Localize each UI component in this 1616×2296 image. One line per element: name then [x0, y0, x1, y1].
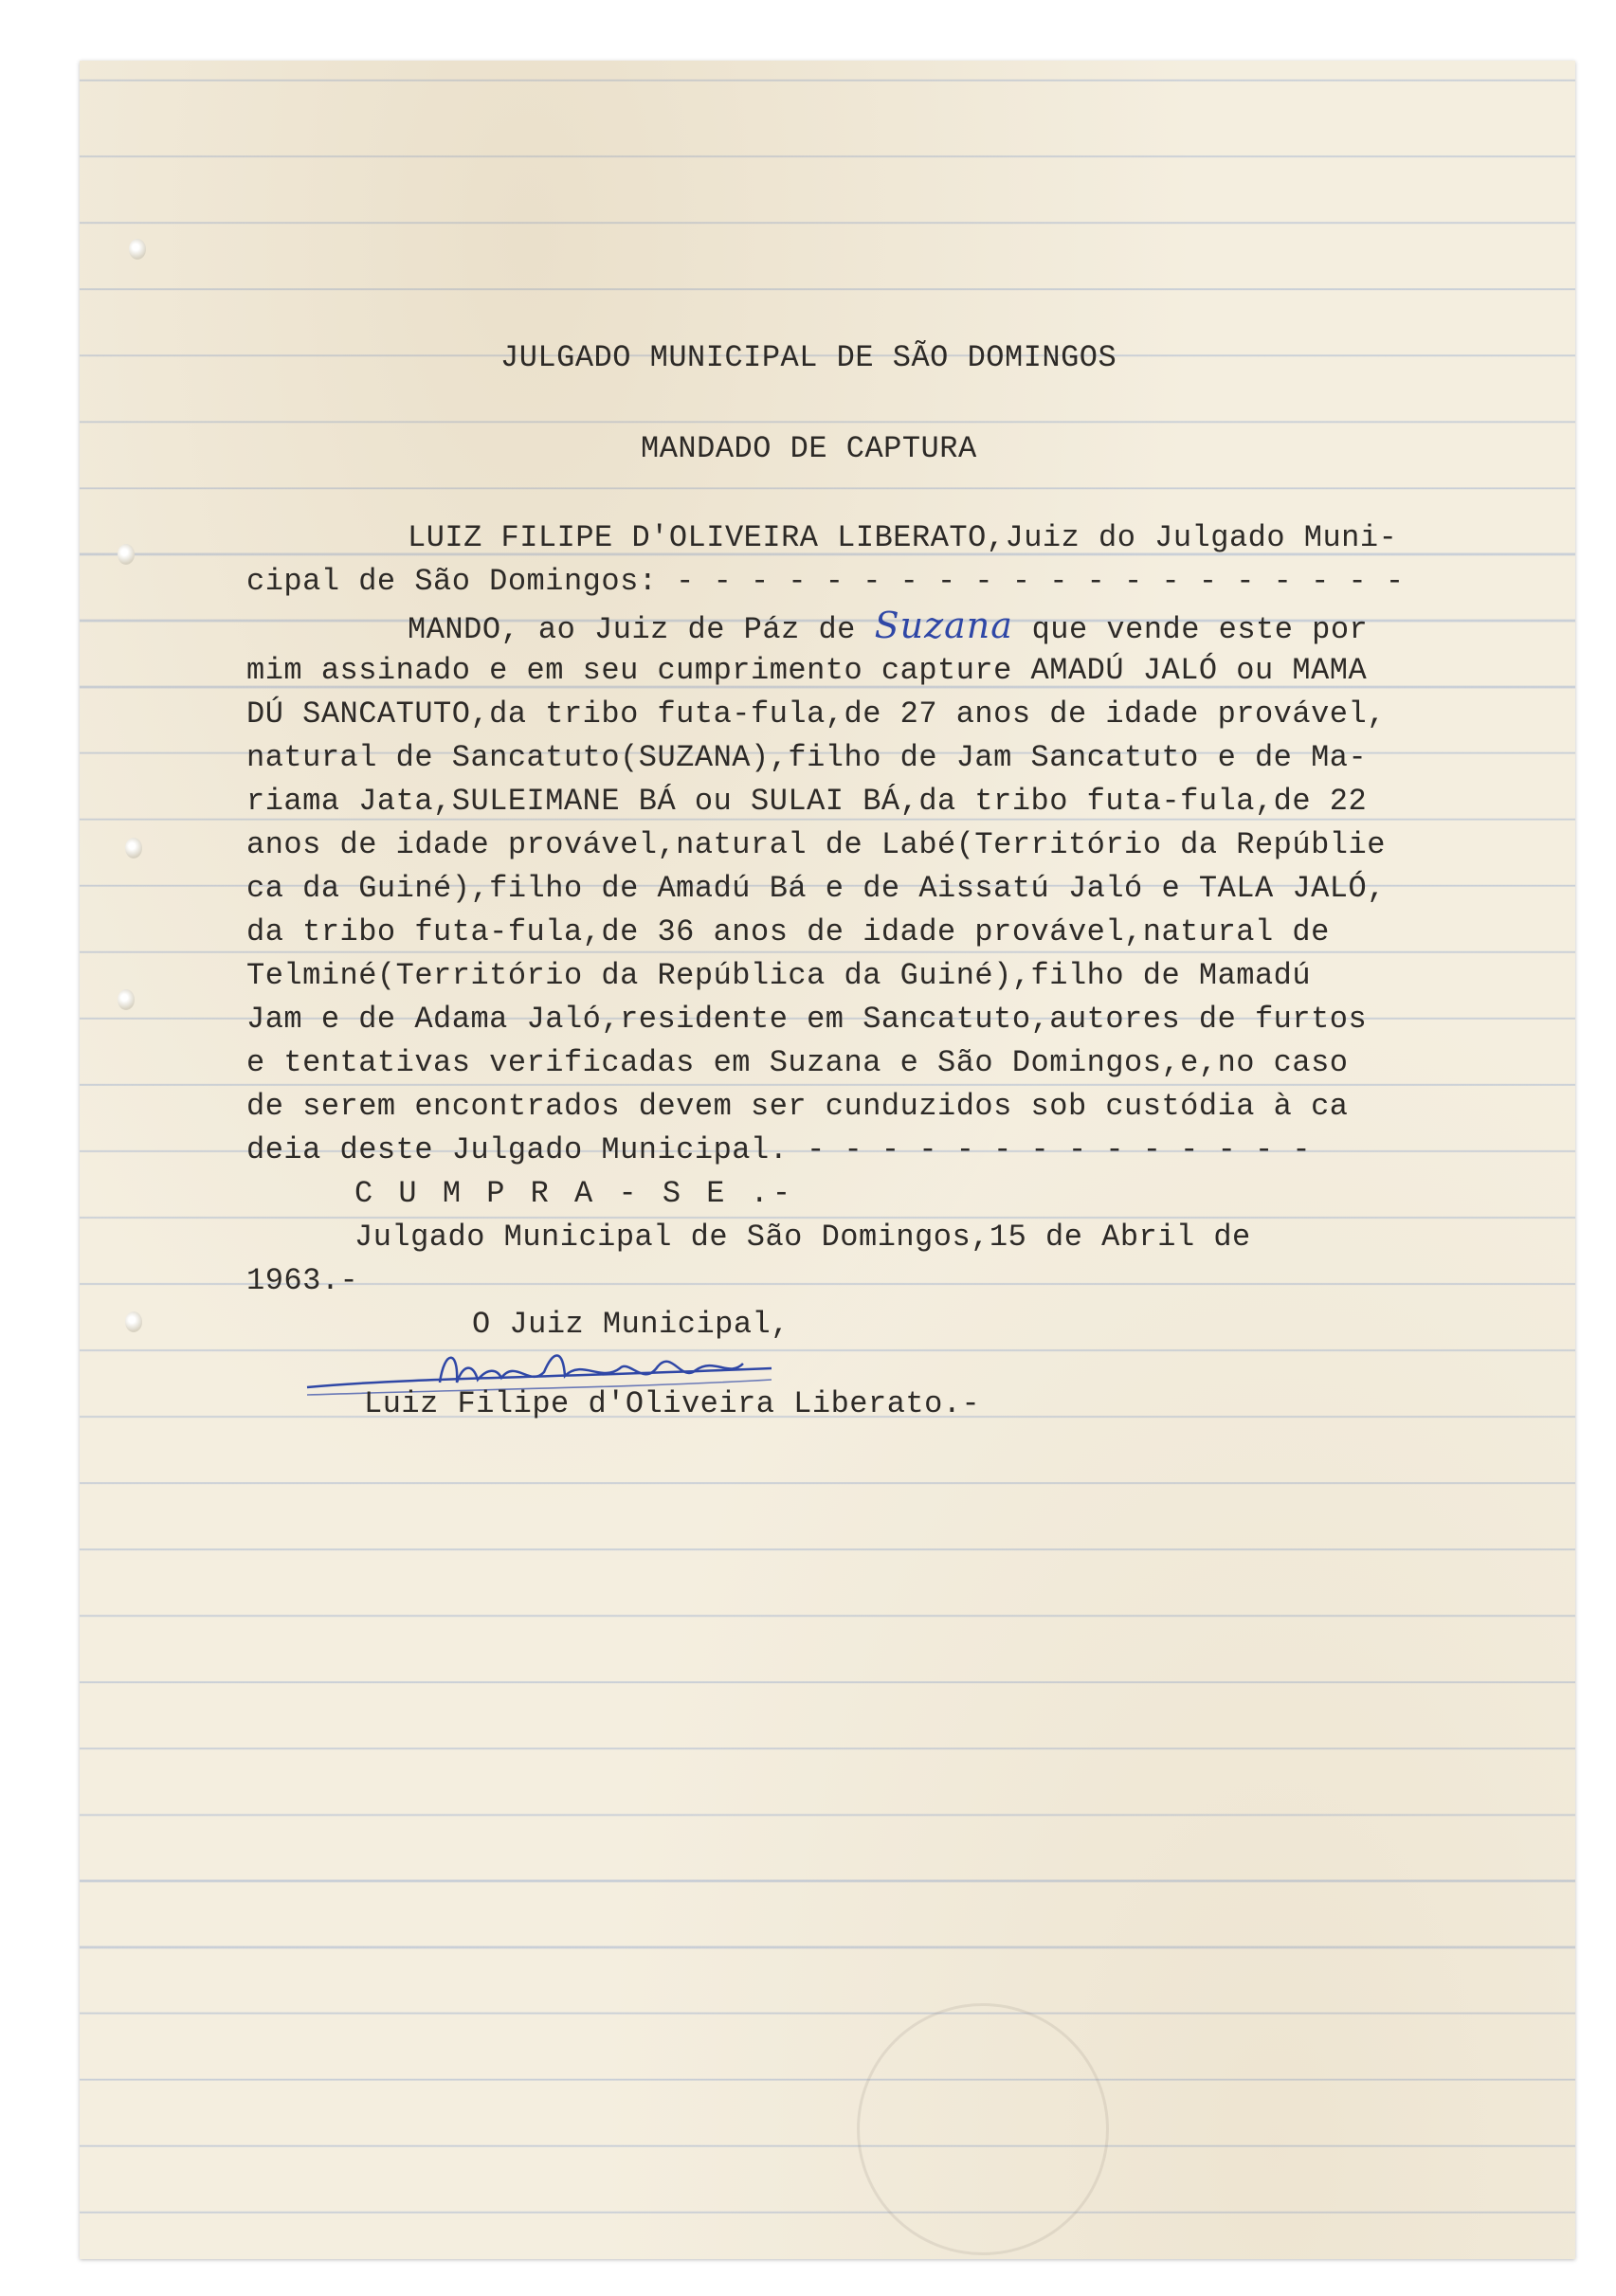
- body-line: de serem encontrados devem ser cunduzidos sob custódia à ca: [246, 1089, 1349, 1124]
- court-heading: JULGADO MUNICIPAL DE SÃO DOMINGOS: [500, 340, 1117, 375]
- punch-hole: [118, 544, 135, 565]
- body-line: Telminé(Território da República da Guiné),filho de Mamadú: [246, 958, 1312, 993]
- document-title: MANDADO DE CAPTURA: [641, 431, 977, 466]
- body-line: Jam e de Adama Jaló,residente em Sancatuto,autores de furtos: [246, 1002, 1368, 1037]
- handwritten-name: Suzana: [874, 605, 1013, 646]
- body-text: MANDO, ao Juiz de Páz de: [408, 612, 875, 647]
- punch-hole: [129, 239, 146, 260]
- body-line: ca da Guiné),filho de Amadú Bá e de Aissatú Jaló e TALA JALÓ,: [246, 871, 1386, 906]
- body-line: anos de idade provável,natural de Labé(Território da Repúblie: [246, 827, 1386, 862]
- body-line: riama Jata,SULEIMANE BÁ ou SULAI BÁ,da tribo futa-fula,de 22: [246, 784, 1368, 819]
- cumpra-se: C U M P R A - S E .-: [354, 1176, 795, 1211]
- punch-hole: [118, 989, 135, 1010]
- faded-seal-stamp: [857, 2003, 1109, 2255]
- document-page: [80, 61, 1575, 2259]
- body-line: [408, 606, 1368, 649]
- body-line: DÚ SANCATUTO,da tribo futa-fula,de 27 anos de idade provável,: [246, 696, 1386, 732]
- body-line: deia deste Julgado Municipal. - - - - - - - - - - - - - -: [246, 1132, 1312, 1167]
- body-line: natural de Sancatuto(SUZANA),filho de Jam Sancatuto e de Ma-: [246, 740, 1368, 775]
- date-line: Julgado Municipal de São Domingos,15 de Abril de: [354, 1220, 1251, 1255]
- year-line: 1963.-: [246, 1263, 359, 1298]
- punch-hole: [125, 1311, 142, 1332]
- signatory-name: Luiz Filipe d'Oliveira Liberato.-: [364, 1386, 981, 1421]
- body-line: da tribo futa-fula,de 36 anos de idade provável,natural de: [246, 914, 1330, 949]
- signatory-title: O Juiz Municipal,: [472, 1307, 790, 1342]
- body-line: mim assinado e em seu cumprimento capture AMADÚ JALÓ ou MAMA: [246, 653, 1368, 688]
- body-line: LUIZ FILIPE D'OLIVEIRA LIBERATO,Juiz do Julgado Muni-: [408, 520, 1398, 555]
- body-line: e tentativas verificadas em Suzana e São Domingos,e,no caso: [246, 1045, 1349, 1080]
- body-text: que vende este por: [1012, 612, 1369, 647]
- punch-hole: [125, 838, 142, 859]
- body-line: cipal de São Domingos: - - - - - - - - - - - - - - - - - - - -: [246, 564, 1405, 599]
